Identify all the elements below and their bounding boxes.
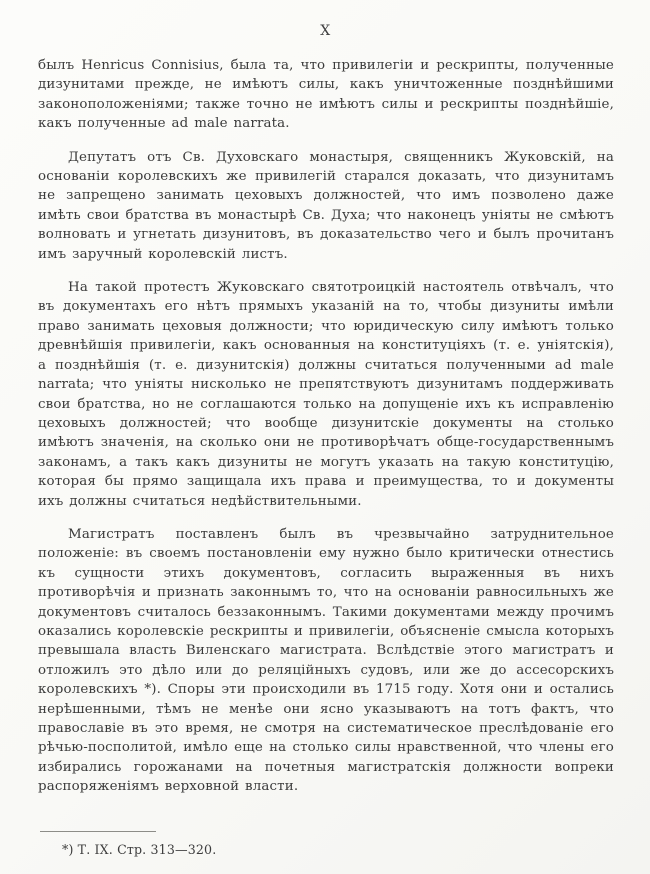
footnote-divider <box>40 831 156 832</box>
footnote-text: *) Т. IX. Стр. 313—320. <box>62 842 217 857</box>
body-paragraph-1: былъ Henricus Connisius, была та, что привилегіи и рескрипты, полученные дизунитами прежде, не имѣютъ силы, какъ уничтоженные позднѣйшими законоположеніями; также точно не имѣютъ силы и рескрипты позднѣйшіе, какъ полученные ad male narrata. <box>38 58 614 132</box>
page-header <box>38 20 614 39</box>
body-paragraph-4: Магистратъ поставленъ былъ въ чрезвычайно затруднительное положеніе: въ своемъ постановленіи ему нужно было критически отнестись къ сущности этихъ документовъ, согласить выраженныя въ нихъ противорѣчія и признать законнымъ то, что на основаніи равносильныхъ же документовъ считалось беззаконнымъ. Такими документами между прочимъ оказались королевскіе рескрипты и привилегіи, объясненіе смысла которыхъ превышала власть Виленскаго магистрата. Вслѣдствіе этого магистратъ и отложилъ это дѣло или до реляційныхъ судовъ, или же до ассесорскихъ королевскихъ *). Споры эти происходили въ 1715 году. Хотя они и остались нерѣшенными, тѣмъ не менѣе они ясно указываютъ на тотъ фактъ, что православіе въ это время, не смотря на систематическое преслѣдованіе его рѣчью-посполитой, имѣло еще на столько силы нравственной, что члены его избирались горожанами на почетныя магистратскія должности вопреки распоряженіямъ верховной власти. <box>38 526 614 795</box>
page-number: X <box>320 23 332 39</box>
body-paragraph-2: Депутатъ отъ Св. Духовскаго монастыря, священникъ Жуковскій, на основаніи королевскихъ же привилегій старался доказать, что дизунитамъ не запрещено занимать цеховыхъ должностей, что имъ позволено даже имѣть свои братства въ монастырѣ Св. Духа; что наконецъ уніяты не смѣютъ волновать и угнетать дизунитовъ, въ доказательство чего и былъ прочитанъ имъ заручный королевскій листъ. <box>38 149 614 262</box>
body-paragraph-3: На такой протестъ Жуковскаго святотроицкій настоятель отвѣчалъ, что въ документахъ его нѣтъ прямыхъ указаній на то, чтобы дизуниты имѣли право занимать цеховыя должности; что юридическую силу имѣютъ только древнѣйшія привилегіи, какъ основанныя на конституціяхъ (т. е. уніятскія), а позднѣйшія (т. е. дизунитскія) должны считаться полученными ad male narrata; что уніяты нисколько не препятствуютъ дизунитамъ поддерживать свои братства, но не соглашаются только на допущеніе ихъ къ исправленію цеховыхъ должностей; что вообще дизунитскіе документы на столько имѣютъ значенія, на сколько они не противорѣчатъ обще-государственнымъ законамъ, а такъ какъ дизуниты не могутъ указать на такую конституцію, которая бы прямо защищала ихъ права и преимущества, то и документы ихъ должны считаться недѣйствительными. <box>38 280 614 509</box>
page-body <box>38 56 614 797</box>
footnote-area <box>38 831 614 858</box>
